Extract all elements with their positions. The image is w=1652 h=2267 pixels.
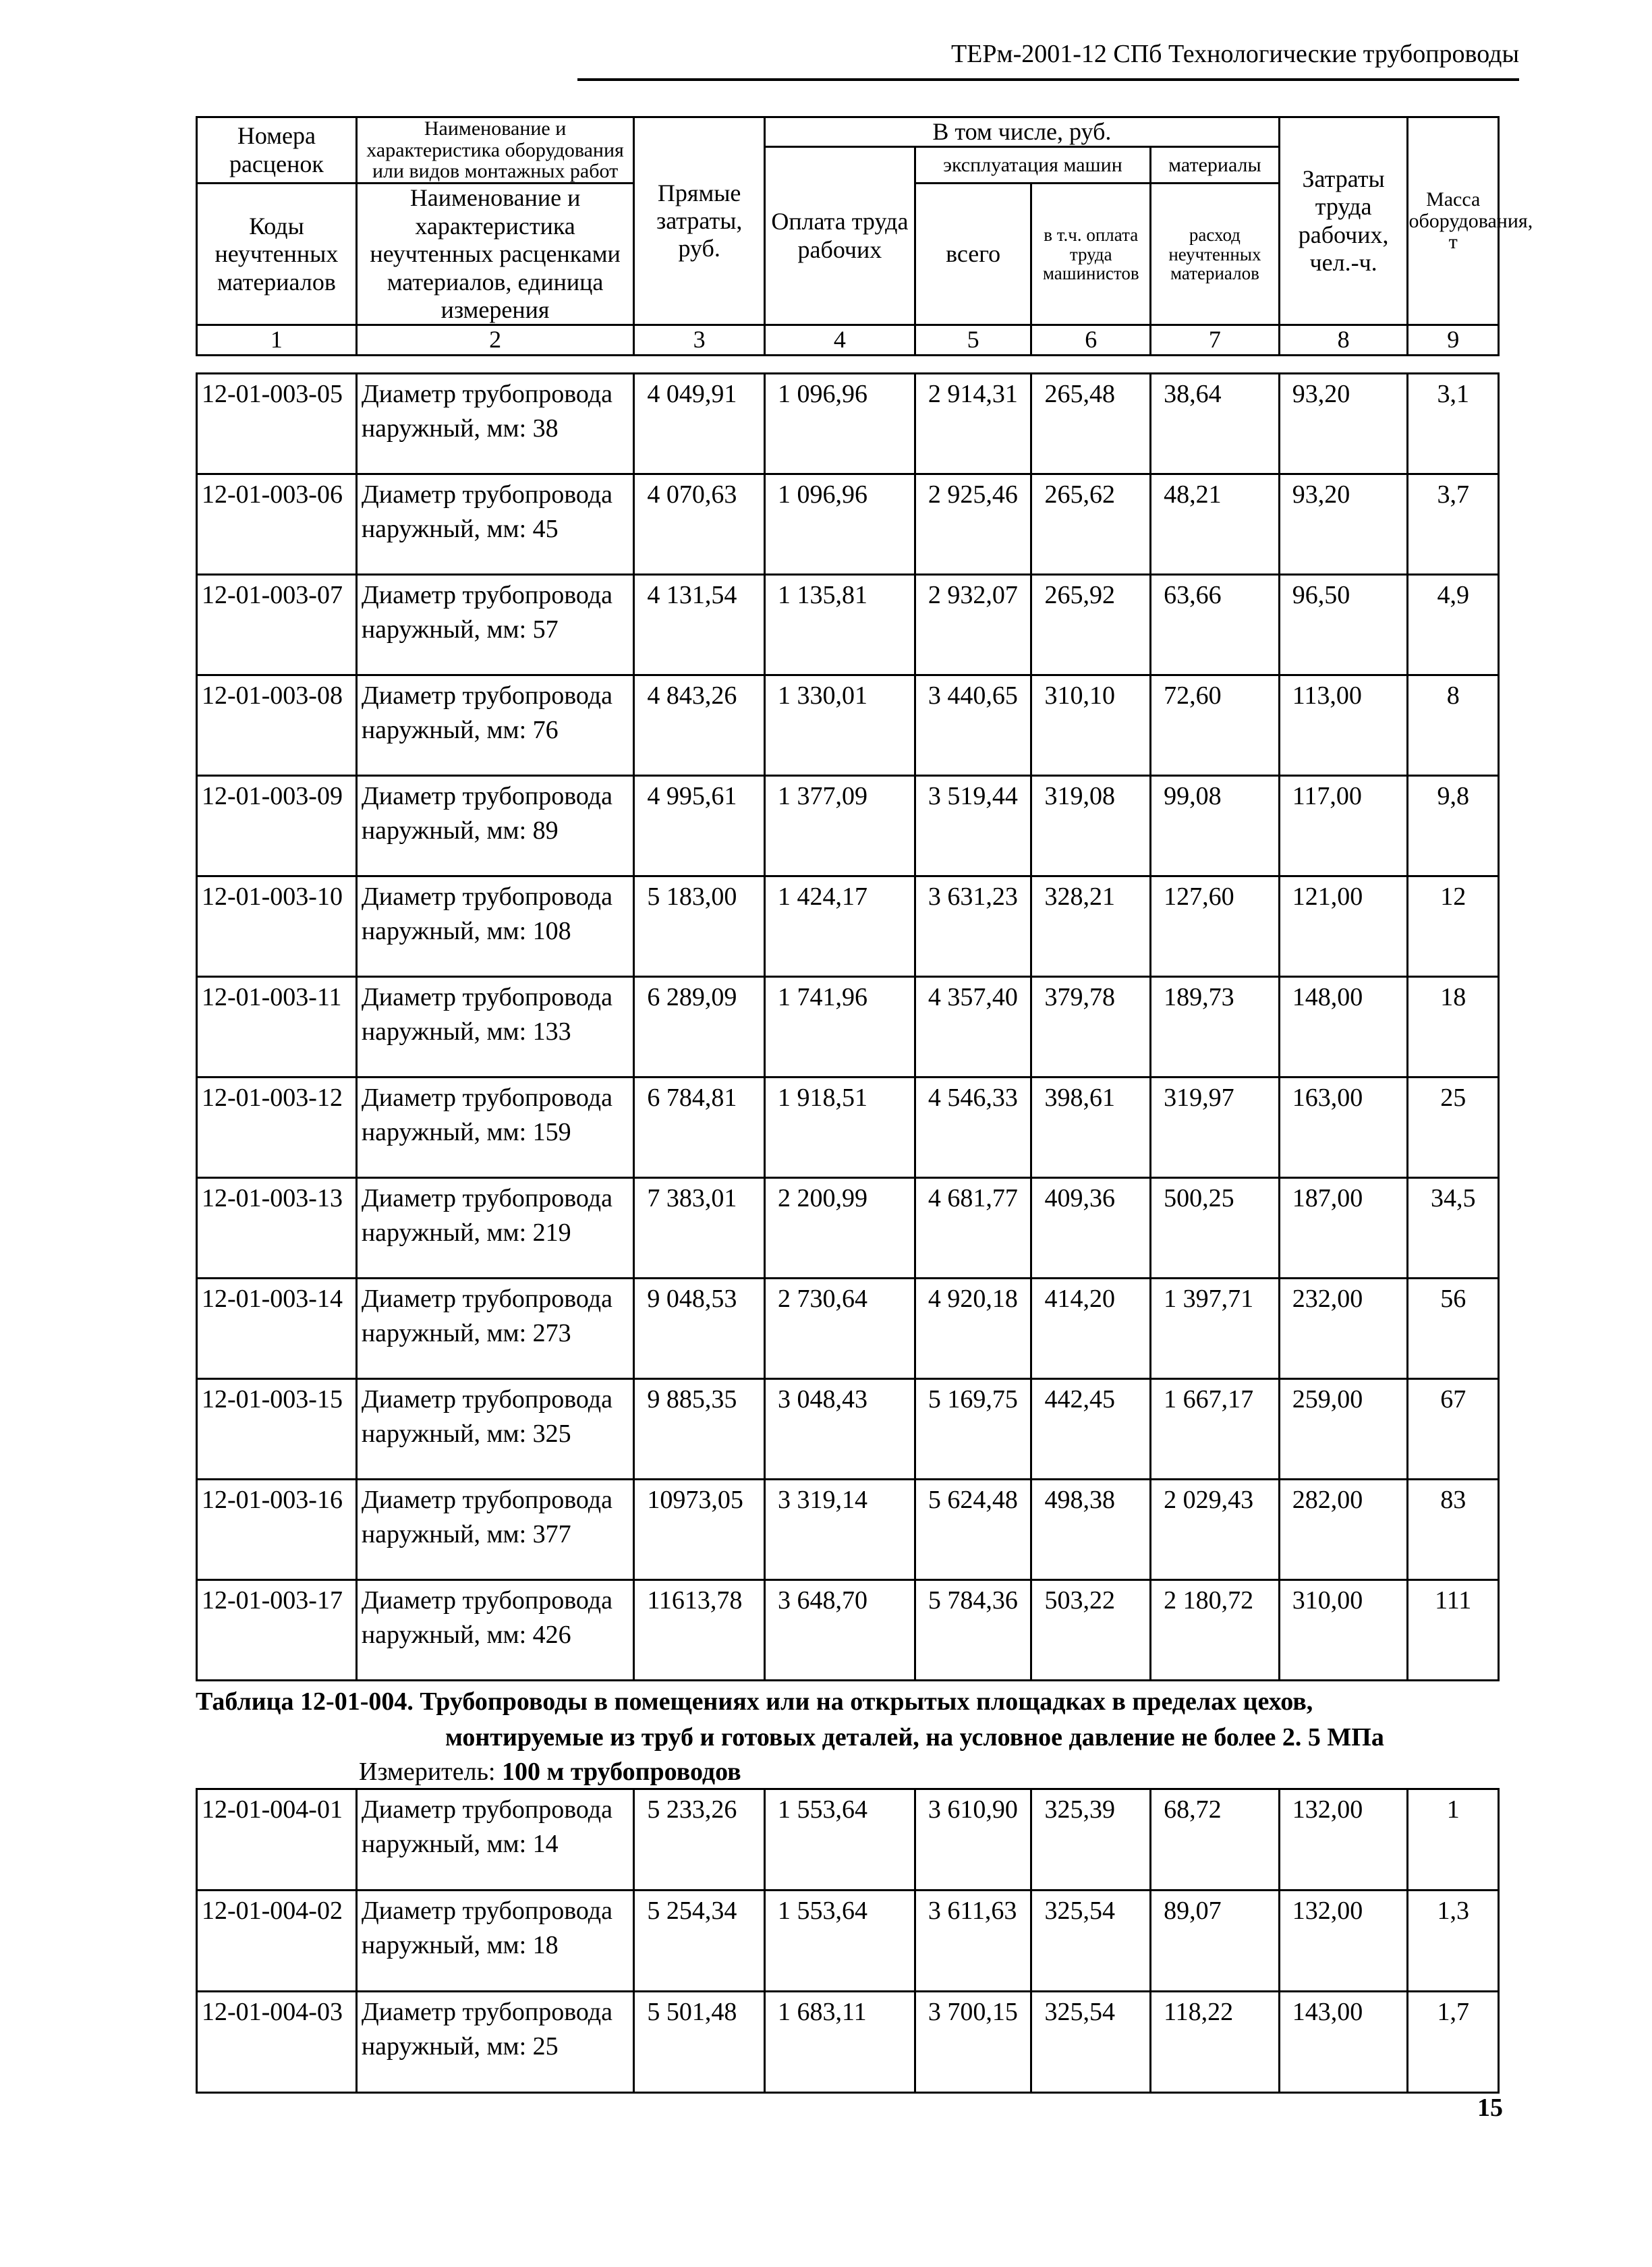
direct-cost: 4 049,91 bbox=[634, 374, 765, 474]
labor-hours: 132,00 bbox=[1279, 1789, 1408, 1891]
materials-cost: 319,97 bbox=[1151, 1077, 1280, 1178]
machines-cost: 3 519,44 bbox=[915, 776, 1031, 876]
header-number-5: 5 bbox=[915, 325, 1031, 355]
materials-cost: 38,64 bbox=[1151, 374, 1280, 474]
labor-hours: 148,00 bbox=[1279, 977, 1408, 1077]
table-row bbox=[197, 1789, 1499, 1891]
header-number-2: 2 bbox=[356, 325, 633, 355]
rate-code: 12-01-003-15 bbox=[197, 1379, 357, 1480]
direct-cost: 9 048,53 bbox=[634, 1279, 765, 1379]
equipment-mass: 4,9 bbox=[1408, 575, 1499, 675]
table-row bbox=[197, 1992, 1499, 2093]
labor-cost: 1 553,64 bbox=[765, 1789, 915, 1891]
direct-cost: 5 233,26 bbox=[634, 1789, 765, 1891]
header-rule bbox=[577, 78, 1519, 81]
direct-cost: 7 383,01 bbox=[634, 1178, 765, 1279]
header-number-1: 1 bbox=[197, 325, 357, 355]
labor-hours: 93,20 bbox=[1279, 374, 1408, 474]
work-name: Диаметр трубопровода наружный, мм: 25 bbox=[356, 1992, 633, 2093]
machines-cost: 4 546,33 bbox=[915, 1077, 1031, 1178]
page-number: 15 bbox=[1477, 2094, 1503, 2122]
labor-cost: 3 048,43 bbox=[765, 1379, 915, 1480]
work-name: Диаметр трубопровода наружный, мм: 89 bbox=[356, 776, 633, 876]
equipment-mass: 9,8 bbox=[1408, 776, 1499, 876]
unit-label: Измеритель: bbox=[359, 1758, 502, 1786]
direct-cost: 6 784,81 bbox=[634, 1077, 765, 1178]
materials-cost: 48,21 bbox=[1151, 474, 1280, 575]
labor-cost: 1 424,17 bbox=[765, 876, 915, 977]
materials-cost: 118,22 bbox=[1151, 1992, 1280, 2093]
equipment-mass: 1 bbox=[1408, 1789, 1499, 1891]
rate-code: 12-01-003-09 bbox=[197, 776, 357, 876]
direct-cost: 4 995,61 bbox=[634, 776, 765, 876]
direct-cost: 9 885,35 bbox=[634, 1379, 765, 1480]
labor-cost: 1 096,96 bbox=[765, 374, 915, 474]
table-caption-line2: монтируемые из труб и готовых деталей, на условное давление не более 2. 5 МПа bbox=[445, 1723, 1384, 1752]
materials-cost: 2 180,72 bbox=[1151, 1580, 1280, 1681]
table-caption-line1: Таблица 12-01-004. Трубопроводы в помещениях или на открытых площадках в пределах цехов, bbox=[196, 1687, 1313, 1716]
equipment-mass: 1,3 bbox=[1408, 1891, 1499, 1992]
labor-cost: 3 648,70 bbox=[765, 1580, 915, 1681]
labor-cost: 1 553,64 bbox=[765, 1891, 915, 1992]
operators-cost: 265,48 bbox=[1031, 374, 1151, 474]
labor-cost: 1 683,11 bbox=[765, 1992, 915, 2093]
materials-cost: 99,08 bbox=[1151, 776, 1280, 876]
labor-cost: 1 096,96 bbox=[765, 474, 915, 575]
table-row bbox=[197, 1580, 1499, 1681]
table-row bbox=[197, 474, 1499, 575]
equipment-mass: 1,7 bbox=[1408, 1992, 1499, 2093]
operators-cost: 325,54 bbox=[1031, 1992, 1151, 2093]
machines-cost: 4 681,77 bbox=[915, 1178, 1031, 1279]
work-name: Диаметр трубопровода наружный, мм: 273 bbox=[356, 1279, 633, 1379]
materials-cost: 2 029,43 bbox=[1151, 1480, 1280, 1580]
direct-cost: 11613,78 bbox=[634, 1580, 765, 1681]
equipment-mass: 25 bbox=[1408, 1077, 1499, 1178]
header-col2-top: Наименование и характеристика оборудования или видов монтажных работ bbox=[356, 117, 633, 184]
work-name: Диаметр трубопровода наружный, мм: 426 bbox=[356, 1580, 633, 1681]
table-row bbox=[197, 1077, 1499, 1178]
work-name: Диаметр трубопровода наружный, мм: 57 bbox=[356, 575, 633, 675]
operators-cost: 398,61 bbox=[1031, 1077, 1151, 1178]
table-row bbox=[197, 575, 1499, 675]
machines-cost: 4 920,18 bbox=[915, 1279, 1031, 1379]
labor-hours: 232,00 bbox=[1279, 1279, 1408, 1379]
unit-measure bbox=[359, 1757, 741, 1787]
materials-cost: 127,60 bbox=[1151, 876, 1280, 977]
machines-cost: 3 610,90 bbox=[915, 1789, 1031, 1891]
header-col1-bottom: Коды неучтенных материалов bbox=[197, 184, 357, 325]
page-header-title: ТЕРм-2001-12 СПб Технологические трубопроводы bbox=[950, 40, 1519, 68]
labor-hours: 93,20 bbox=[1279, 474, 1408, 575]
column-header-table bbox=[196, 116, 1533, 356]
direct-cost: 5 254,34 bbox=[634, 1891, 765, 1992]
table-row bbox=[197, 675, 1499, 776]
table-row bbox=[197, 776, 1499, 876]
table-row bbox=[197, 1178, 1499, 1279]
header-col7: расход неучтенных материалов bbox=[1151, 184, 1280, 325]
header-col6: в т.ч. оплата труда машинистов bbox=[1031, 184, 1151, 325]
machines-cost: 2 932,07 bbox=[915, 575, 1031, 675]
materials-cost: 189,73 bbox=[1151, 977, 1280, 1077]
labor-hours: 132,00 bbox=[1279, 1891, 1408, 1992]
operators-cost: 328,21 bbox=[1031, 876, 1151, 977]
materials-cost: 63,66 bbox=[1151, 575, 1280, 675]
rate-code: 12-01-003-12 bbox=[197, 1077, 357, 1178]
materials-cost: 1 667,17 bbox=[1151, 1379, 1280, 1480]
direct-cost: 5 183,00 bbox=[634, 876, 765, 977]
work-name: Диаметр трубопровода наружный, мм: 108 bbox=[356, 876, 633, 977]
equipment-mass: 34,5 bbox=[1408, 1178, 1499, 1279]
materials-cost: 500,25 bbox=[1151, 1178, 1280, 1279]
labor-cost: 3 319,14 bbox=[765, 1480, 915, 1580]
table-row bbox=[197, 876, 1499, 977]
labor-cost: 2 200,99 bbox=[765, 1178, 915, 1279]
rate-code: 12-01-003-13 bbox=[197, 1178, 357, 1279]
operators-cost: 319,08 bbox=[1031, 776, 1151, 876]
work-name: Диаметр трубопровода наружный, мм: 133 bbox=[356, 977, 633, 1077]
machines-cost: 5 169,75 bbox=[915, 1379, 1031, 1480]
work-name: Диаметр трубопровода наружный, мм: 377 bbox=[356, 1480, 633, 1580]
rate-code: 12-01-004-02 bbox=[197, 1891, 357, 1992]
operators-cost: 379,78 bbox=[1031, 977, 1151, 1077]
equipment-mass: 8 bbox=[1408, 675, 1499, 776]
labor-cost: 1 330,01 bbox=[765, 675, 915, 776]
machines-cost: 3 440,65 bbox=[915, 675, 1031, 776]
labor-hours: 282,00 bbox=[1279, 1480, 1408, 1580]
rate-code: 12-01-004-03 bbox=[197, 1992, 357, 2093]
materials-cost: 72,60 bbox=[1151, 675, 1280, 776]
work-name: Диаметр трубопровода наружный, мм: 38 bbox=[356, 374, 633, 474]
equipment-mass: 67 bbox=[1408, 1379, 1499, 1480]
machines-cost: 2 914,31 bbox=[915, 374, 1031, 474]
header-col8: Затраты труда рабочих, чел.-ч. bbox=[1279, 117, 1408, 325]
rate-code: 12-01-003-07 bbox=[197, 575, 357, 675]
operators-cost: 325,54 bbox=[1031, 1891, 1151, 1992]
machines-cost: 5 784,36 bbox=[915, 1580, 1031, 1681]
header-materials: материалы bbox=[1151, 147, 1280, 184]
labor-cost: 1 135,81 bbox=[765, 575, 915, 675]
machines-cost: 3 700,15 bbox=[915, 1992, 1031, 2093]
machines-cost: 3 611,63 bbox=[915, 1891, 1031, 1992]
labor-cost: 1 918,51 bbox=[765, 1077, 915, 1178]
work-name: Диаметр трубопровода наружный, мм: 45 bbox=[356, 474, 633, 575]
rates-table-12-01-004 bbox=[196, 1788, 1500, 2094]
work-name: Диаметр трубопровода наружный, мм: 14 bbox=[356, 1789, 633, 1891]
rate-code: 12-01-003-17 bbox=[197, 1580, 357, 1681]
labor-cost: 2 730,64 bbox=[765, 1279, 915, 1379]
operators-cost: 409,36 bbox=[1031, 1178, 1151, 1279]
machines-cost: 5 624,48 bbox=[915, 1480, 1031, 1580]
direct-cost: 6 289,09 bbox=[634, 977, 765, 1077]
table-row bbox=[197, 1480, 1499, 1580]
materials-cost: 89,07 bbox=[1151, 1891, 1280, 1992]
equipment-mass: 56 bbox=[1408, 1279, 1499, 1379]
header-number-8: 8 bbox=[1279, 325, 1408, 355]
labor-hours: 143,00 bbox=[1279, 1992, 1408, 2093]
labor-cost: 1 741,96 bbox=[765, 977, 915, 1077]
table-row bbox=[197, 1379, 1499, 1480]
rates-table-12-01-003 bbox=[196, 372, 1500, 1681]
rate-code: 12-01-003-06 bbox=[197, 474, 357, 575]
operators-cost: 498,38 bbox=[1031, 1480, 1151, 1580]
direct-cost: 4 070,63 bbox=[634, 474, 765, 575]
labor-cost: 1 377,09 bbox=[765, 776, 915, 876]
equipment-mass: 111 bbox=[1408, 1580, 1499, 1681]
header-number-9: 9 bbox=[1408, 325, 1499, 355]
table-row bbox=[197, 374, 1499, 474]
direct-cost: 5 501,48 bbox=[634, 1992, 765, 2093]
machines-cost: 4 357,40 bbox=[915, 977, 1031, 1077]
labor-hours: 121,00 bbox=[1279, 876, 1408, 977]
work-name: Диаметр трубопровода наружный, мм: 159 bbox=[356, 1077, 633, 1178]
header-col9: Масса оборудования, т bbox=[1408, 117, 1499, 325]
work-name: Диаметр трубопровода наружный, мм: 325 bbox=[356, 1379, 633, 1480]
equipment-mass: 3,1 bbox=[1408, 374, 1499, 474]
materials-cost: 1 397,71 bbox=[1151, 1279, 1280, 1379]
rate-code: 12-01-003-14 bbox=[197, 1279, 357, 1379]
operators-cost: 414,20 bbox=[1031, 1279, 1151, 1379]
header-number-3: 3 bbox=[634, 325, 765, 355]
table-row bbox=[197, 977, 1499, 1077]
header-group: В том числе, руб. bbox=[765, 117, 1280, 147]
table-row bbox=[197, 1279, 1499, 1379]
rate-code: 12-01-003-10 bbox=[197, 876, 357, 977]
labor-hours: 310,00 bbox=[1279, 1580, 1408, 1681]
header-col5: всего bbox=[915, 184, 1031, 325]
operators-cost: 442,45 bbox=[1031, 1379, 1151, 1480]
materials-cost: 68,72 bbox=[1151, 1789, 1280, 1891]
operators-cost: 325,39 bbox=[1031, 1789, 1151, 1891]
unit-value: 100 м трубопроводов bbox=[502, 1758, 741, 1786]
labor-hours: 113,00 bbox=[1279, 675, 1408, 776]
work-name: Диаметр трубопровода наружный, мм: 219 bbox=[356, 1178, 633, 1279]
operators-cost: 265,62 bbox=[1031, 474, 1151, 575]
labor-hours: 117,00 bbox=[1279, 776, 1408, 876]
labor-hours: 163,00 bbox=[1279, 1077, 1408, 1178]
work-name: Диаметр трубопровода наружный, мм: 76 bbox=[356, 675, 633, 776]
header-col1-top: Номера расценок bbox=[197, 117, 357, 184]
operators-cost: 503,22 bbox=[1031, 1580, 1151, 1681]
header-number-6: 6 bbox=[1031, 325, 1151, 355]
header-number-4: 4 bbox=[765, 325, 915, 355]
rate-code: 12-01-003-05 bbox=[197, 374, 357, 474]
direct-cost: 4 843,26 bbox=[634, 675, 765, 776]
equipment-mass: 12 bbox=[1408, 876, 1499, 977]
direct-cost: 10973,05 bbox=[634, 1480, 765, 1580]
direct-cost: 4 131,54 bbox=[634, 575, 765, 675]
work-name: Диаметр трубопровода наружный, мм: 18 bbox=[356, 1891, 633, 1992]
header-exploit: эксплуатация машин bbox=[915, 147, 1150, 184]
machines-cost: 3 631,23 bbox=[915, 876, 1031, 977]
equipment-mass: 83 bbox=[1408, 1480, 1499, 1580]
machines-cost: 2 925,46 bbox=[915, 474, 1031, 575]
equipment-mass: 3,7 bbox=[1408, 474, 1499, 575]
header-number-7: 7 bbox=[1151, 325, 1280, 355]
header-col3: Прямые затраты, руб. bbox=[634, 117, 765, 325]
table-row bbox=[197, 1891, 1499, 1992]
labor-hours: 259,00 bbox=[1279, 1379, 1408, 1480]
rate-code: 12-01-003-11 bbox=[197, 977, 357, 1077]
rate-code: 12-01-004-01 bbox=[197, 1789, 357, 1891]
rate-code: 12-01-003-16 bbox=[197, 1480, 357, 1580]
operators-cost: 265,92 bbox=[1031, 575, 1151, 675]
labor-hours: 96,50 bbox=[1279, 575, 1408, 675]
rate-code: 12-01-003-08 bbox=[197, 675, 357, 776]
labor-hours: 187,00 bbox=[1279, 1178, 1408, 1279]
operators-cost: 310,10 bbox=[1031, 675, 1151, 776]
header-col4: Оплата труда рабочих bbox=[765, 147, 915, 325]
header-col2-bottom: Наименование и характеристика неучтенных расценками материалов, единица измерения bbox=[356, 184, 633, 325]
equipment-mass: 18 bbox=[1408, 977, 1499, 1077]
